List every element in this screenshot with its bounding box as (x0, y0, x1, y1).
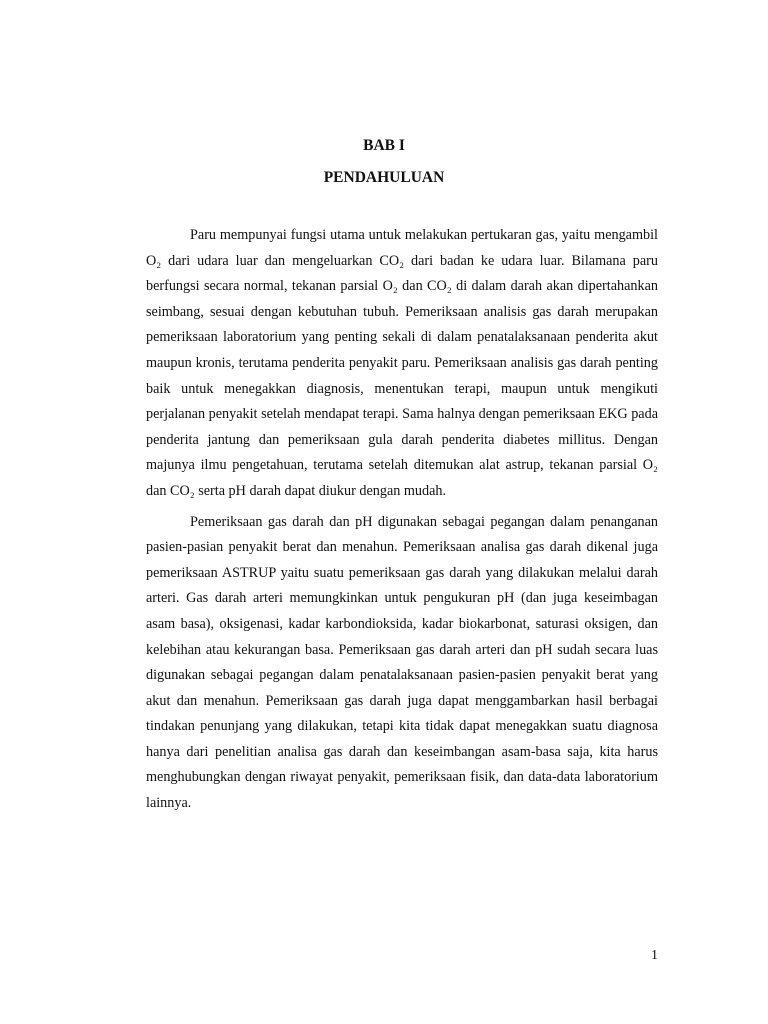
chapter-number: BAB I (363, 137, 405, 154)
paragraph-1: Paru mempunyai fungsi utama untuk melakukan pertukaran gas, yaitu mengambil O₂ dari udara luar dan mengeluarkan CO₂ dari badan ke udara luar. Bilamana paru berfungsi secara normal, tekanan parsial O₂ dan CO₂ di dalam darah akan dipertahankan seimbang, sesuai dengan kebutuhan tubuh. Pemeriksaan analisis gas darah merupakan pemeriksaan laboratorium yang penting sekali di dalam penatalaksanaan penderita akut maupun kronis, terutama penderita penyakit paru. Pemeriksaan analisis gas darah penting baik untuk menegakkan diagnosis, menentukan terapi, maupun untuk mengikuti perjalanan penyakit setelah mendapat terapi. Sama halnya dengan pemeriksaan EKG pada penderita jantung dan pemeriksaan gula darah penderita diabetes millitus. Dengan majunya ilmu pengetahuan, terutama setelah ditemukan alat astrup, tekanan parsial O₂ dan CO₂ serta pH darah dapat diukur dengan mudah. (146, 227, 658, 499)
page-number: 1 (651, 948, 658, 963)
chapter-title: PENDAHULUAN (323, 169, 445, 186)
body-text (146, 223, 658, 817)
paragraph-2: Pemeriksaan gas darah dan pH digunakan sebagai pegangan dalam penanganan pasien-pasian penyakit berat dan menahun. Pemeriksaan analisa gas darah dikenal juga pemeriksaan ASTRUP yaitu suatu pemeriksaan gas darah yang dilakukan melalui darah arteri. Gas darah arteri memungkinkan untuk pengukuran pH (dan juga keseimbagan asam basa), oksigenasi, kadar karbondioksida, kadar biokarbonat, saturasi oksigen, dan kelebihan atau kekurangan basa. Pemeriksaan gas darah arteri dan pH sudah secara luas digunakan sebagai pegangan dalam penatalaksanaan pasien-pasien penyakit berat yang akut dan menahun. Pemeriksaan gas darah juga dapat menggambarkan hasil berbagai tindakan penunjang yang dilakukan, tetapi kita tidak dapat menegakkan suatu diagnosa hanya dari penelitian analisa gas darah dan keseimbangan asam-basa saja, kita harus menghubungkan dengan riwayat penyakit, pemeriksaan fisik, dan data-data laboratorium lainnya. (146, 513, 658, 812)
